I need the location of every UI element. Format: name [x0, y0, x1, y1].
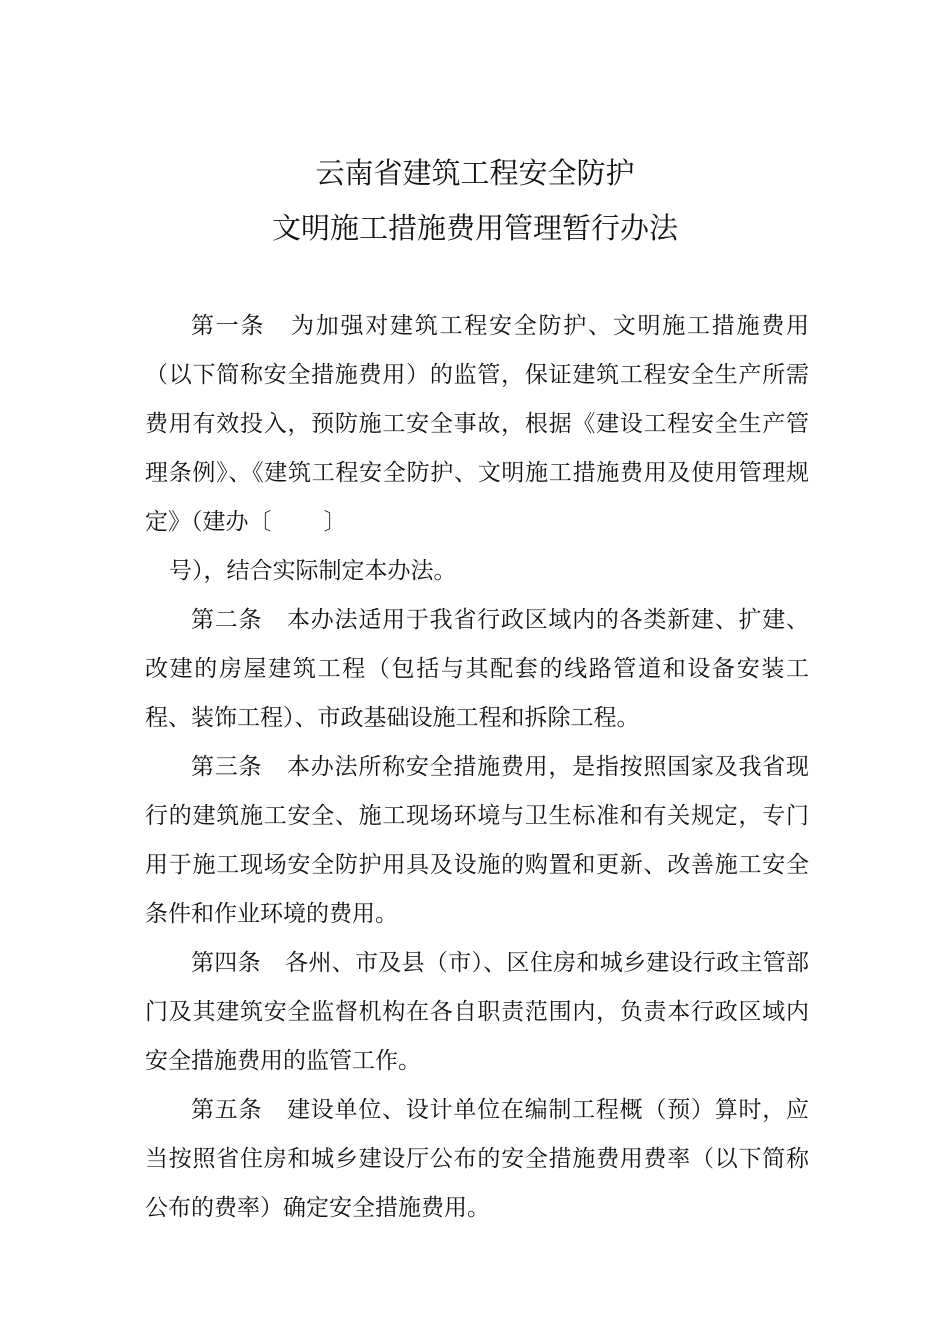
article-5: [145, 1086, 809, 1233]
article-1: [145, 302, 809, 596]
article-1-heading: 第一条: [191, 313, 266, 339]
article-5-heading: 第五条: [191, 1097, 263, 1123]
article-1-text-part1: 为加强对建筑工程安全防护、文明施工措施费用（以下简称安全措施费用）的监管，保证建筑工程安全生产所需费用有效投入，预防施工安全事故，根据《建设工程安全生产管理条例》、《建筑工程安全防护、文明施工措施费用及使用管理规定》（建办〔: [145, 313, 809, 535]
article-5-text: 建设单位、设计单位在编制工程概（预）算时，应当按照省住房和城乡建设厅公布的安全措施费用费率（以下简称公布的费率）确定安全措施费用。: [145, 1097, 810, 1221]
article-3: [145, 743, 809, 939]
article-1-text-part3: 号），结合实际制定本办法。: [169, 558, 457, 584]
article-2: [145, 596, 809, 743]
document-title: [0, 146, 950, 256]
title-line-1: 云南省建筑工程安全防护: [315, 156, 635, 190]
article-4-heading: 第四条: [191, 950, 261, 976]
title-line-2: 文明施工措施费用管理暂行办法: [271, 211, 678, 245]
document-body: [145, 302, 809, 1233]
article-3-heading: 第三条: [191, 754, 263, 780]
article-4: [145, 939, 809, 1086]
article-2-text: 本办法适用于我省行政区域内的各类新建、扩建、改建的房屋建筑工程（包括与其配套的线路管道和设备安装工程、装饰工程）、市政基础设施工程和拆除工程。: [145, 607, 810, 731]
article-2-heading: 第二条: [191, 607, 263, 633]
article-4-text: 各州、市及县（市）、区住房和城乡建设行政主管部门及其建筑安全监督机构在各自职责范围内，负责本行政区域内安全措施费用的监管工作。: [145, 950, 810, 1074]
article-3-text: 本办法所称安全措施费用，是指按照国家及我省现行的建筑施工安全、施工现场环境与卫生标准和有关规定，专门用于施工现场安全防护用具及设施的购置和更新、改善施工安全条件和作业环境的费用。: [145, 754, 810, 927]
article-1-continuation: [145, 547, 809, 596]
article-1-text-part2: 〕: [323, 509, 347, 535]
